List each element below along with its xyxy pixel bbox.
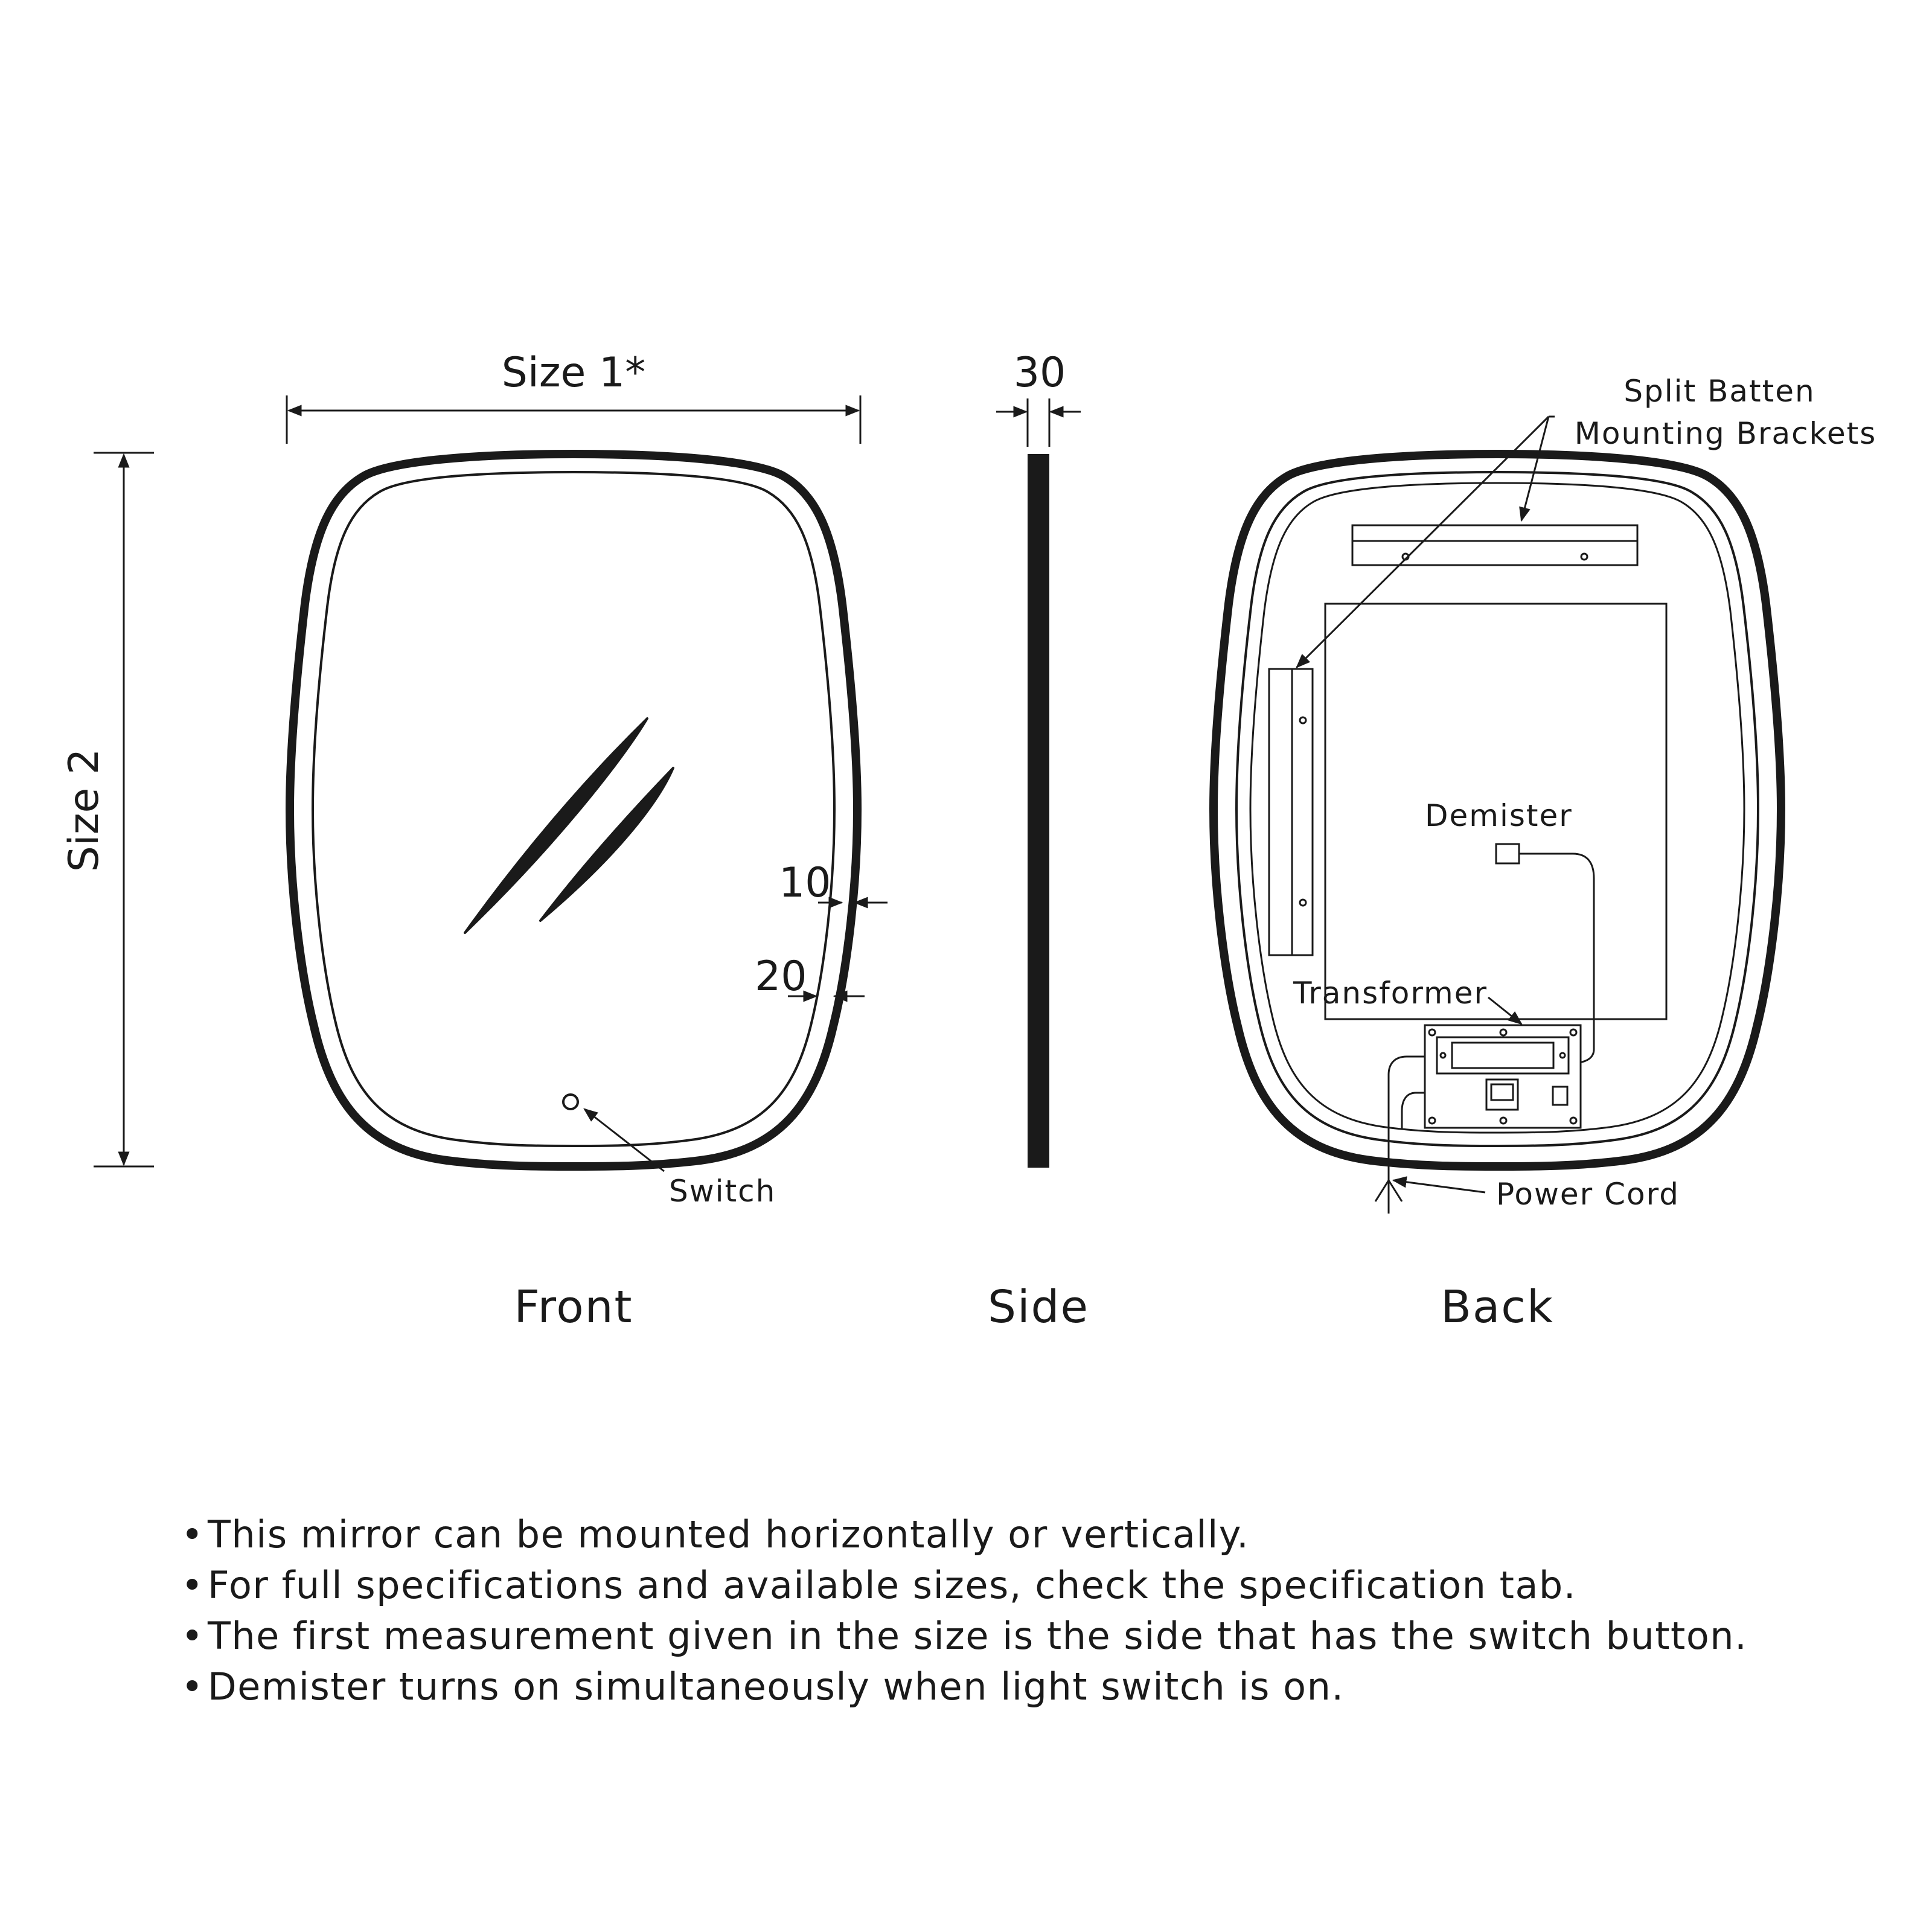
demister-connector-icon xyxy=(1496,844,1519,863)
horizontal-mounting-bracket xyxy=(1352,525,1637,565)
size1-dimension xyxy=(287,395,860,444)
size1-label: Size 1* xyxy=(501,349,646,397)
note-item: • For full specifications and available sizes, check the specification tab. xyxy=(181,1560,1872,1611)
transformer-box xyxy=(1425,1025,1581,1128)
switch-icon xyxy=(563,1095,578,1109)
note-item: • The first measurement given in the size is the side that has the switch button. xyxy=(181,1611,1872,1662)
note-item: • This mirror can be mounted horizontally or vertically. xyxy=(181,1509,1872,1560)
depth-dimension xyxy=(996,398,1081,447)
back-view xyxy=(1214,374,1876,1333)
frame-20-label: 20 xyxy=(755,953,807,1000)
power-cord-label: Power Cord xyxy=(1496,1177,1680,1212)
switch-label: Switch xyxy=(669,1174,776,1209)
demister-label: Demister xyxy=(1425,798,1573,833)
size2-label: Size 2 xyxy=(60,748,108,872)
notes-list xyxy=(181,1509,1872,1712)
transformer-label: Transformer xyxy=(1293,976,1488,1011)
note-item: • Demister turns on simultaneously when light switch is on. xyxy=(181,1662,1872,1712)
split-batten-label: Split Batten xyxy=(1623,374,1815,409)
side-view xyxy=(988,349,1089,1333)
frame-10-label: 10 xyxy=(779,859,831,907)
power-cord xyxy=(1402,1093,1425,1129)
depth-label: 30 xyxy=(1013,349,1066,397)
power-cord-leader xyxy=(1393,1180,1485,1192)
mounting-brackets-label: Mounting Brackets xyxy=(1574,416,1877,451)
reflection-line-icon xyxy=(540,768,673,921)
vertical-mounting-bracket xyxy=(1269,669,1313,955)
side-mirror-profile xyxy=(1028,454,1049,1168)
front-view xyxy=(60,349,888,1333)
back-view-title: Back xyxy=(1441,1281,1554,1333)
side-view-title: Side xyxy=(987,1281,1090,1333)
front-view-title: Front xyxy=(514,1281,633,1333)
